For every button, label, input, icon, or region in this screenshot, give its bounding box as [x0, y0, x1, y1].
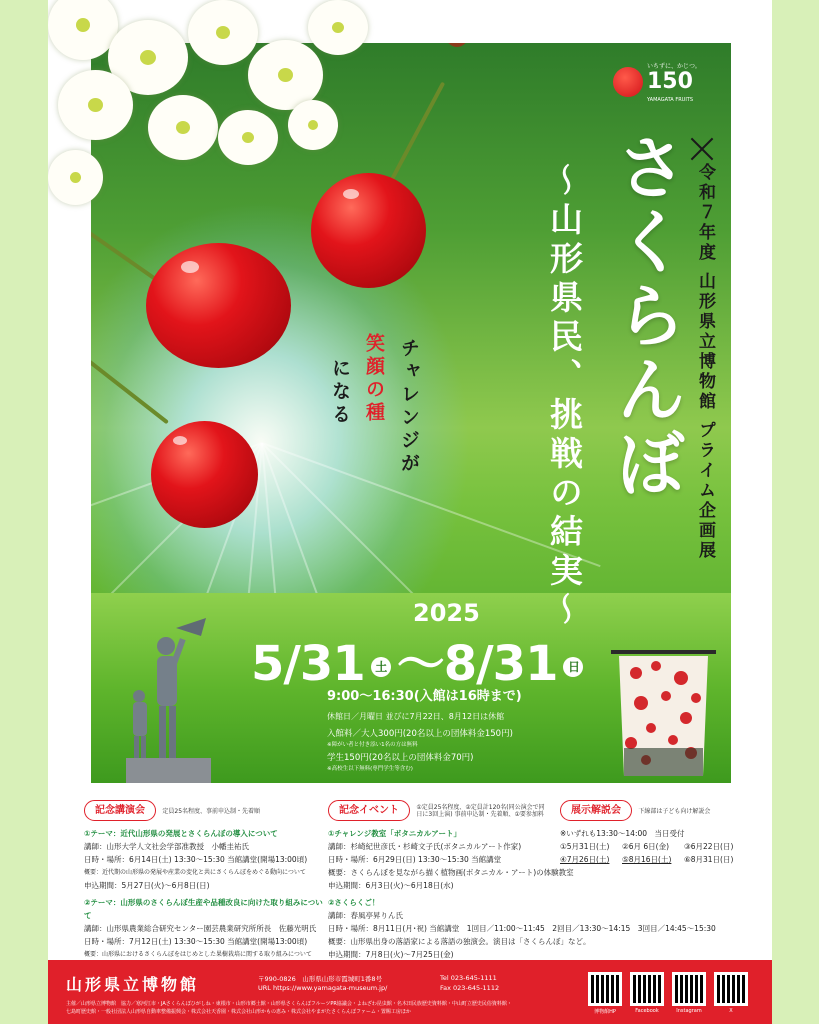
lecture-1-line: 申込期間：5月27日(火)～6月8日(日) — [84, 881, 210, 890]
exhibition-dates — [251, 625, 589, 694]
start-dow: 土 — [371, 657, 391, 677]
event-1-line: 講師：杉崎紀世彦氏・杉崎文子氏(ボタニカルアート作家) — [328, 842, 522, 851]
events-tag: 記念イベント — [328, 800, 410, 821]
cherry — [151, 421, 258, 528]
event-2-title: ②さくらくご！ — [328, 898, 380, 907]
event-2-line: 日時・場所：8月11日(月･祝) 当館講堂 1回目／11:00～11:45 2回目／13:30～14:15 3回目／14:45～15:30 — [328, 924, 716, 933]
catchcopy-line2: 笑顔の種 — [363, 333, 385, 425]
lecture-1-line: 概要：近代期の山形県の発展や産業の変化と共にさくらんぼをめぐる動向について — [84, 869, 306, 876]
qr-code-hp[interactable] — [588, 972, 622, 1006]
lecture-1-line: 講師：山形大学人文社会学部准教授 小幡圭祐氏 — [84, 842, 249, 851]
qr-label: Instagram — [676, 1008, 702, 1014]
cherry-stem — [91, 218, 162, 284]
lecture-2-line: 日時・場所：7月12日(土) 13:30～15:30 当館講堂(開場13:00頃) — [84, 937, 308, 946]
logo-caption: YAMAGATA FRUITS — [647, 97, 694, 103]
logo-tagline: いちずに、かじつ。 — [647, 63, 701, 70]
footer-tel: Tel 023-645-1111 — [440, 974, 497, 982]
logo-cherry-icon — [613, 67, 643, 97]
poster — [48, 0, 772, 1024]
fee-note1: ※障がい者と付き添い1名の方は無料 — [327, 742, 418, 748]
date-separator: ～ — [396, 636, 444, 692]
event-1-line: 概要：さくらんぼを見ながら描く植物画(ボタニカル・アート)の体験教室 — [328, 868, 574, 877]
event-2-line: 申込期間：7月8日(火)～7月25日(金) — [328, 950, 454, 959]
kimono-image — [611, 648, 716, 778]
start-date: 5/31 — [251, 636, 365, 692]
event-1-line: 日時・場所：6月29日(日) 13:30～15:30 当館講堂 — [328, 855, 502, 864]
event-1-title: ①チャレンジ教室「ボタニカルアート」 — [328, 829, 462, 838]
opening-hours: 9:00～16:30(入館は16時まで) — [327, 689, 522, 704]
tour-date: ③6月22日(日) — [684, 842, 734, 851]
tours-section — [560, 800, 760, 866]
event-1-line: 申込期間：6月3日(火)～6月18日(水) — [328, 881, 454, 890]
cherry-shine — [343, 189, 359, 199]
sponsor-line: 七島町歴史館・一般社団法人山形県自動車整備振興会・株式会社天香園・株式会社山形かもの恵み・株式会社やまがたさくらんぼファーム・置賜工房ほか — [66, 1009, 411, 1015]
event-2-line: 講師：春風亭昇りん氏 — [328, 911, 403, 920]
lectures-section — [84, 800, 324, 974]
qr-code-x[interactable] — [714, 972, 748, 1006]
closed-days: 休館日／月曜日 並びに7月22日、8月12日は休館 — [327, 712, 505, 721]
cherry-stem — [91, 353, 169, 424]
fee-adult: 入館料／大人300円(20名以上の団体料金150円) — [327, 729, 513, 739]
subtitle: ～山形県民、挑戦の結実～ — [545, 163, 584, 631]
tours-tag: 展示解説会 — [560, 800, 632, 821]
qr-label: 博物館HP — [594, 1009, 616, 1015]
event-2-line: 概要：山形県出身の落語家による落語の独演会。演目は「さくらんぼ」など。 — [328, 937, 591, 946]
sponsors — [66, 1000, 566, 1016]
cherry-shine — [173, 436, 187, 445]
end-dow: 日 — [563, 657, 583, 677]
footer-url[interactable]: URL https://www.yamagata-museum.jp/ — [258, 984, 388, 992]
cherry — [311, 173, 426, 288]
footer-fax: Fax 023-645-1112 — [440, 984, 500, 992]
fee-student: 学生150円(20名以上の団体料金70円) — [327, 753, 474, 763]
catchcopy-line1: チャレンジが — [398, 338, 420, 476]
yamagata-fruits-150-logo — [613, 61, 709, 107]
tour-date: ⑤8月16日(土) — [622, 855, 672, 864]
tour-date: ④7月26日(土) — [560, 855, 610, 864]
end-date: 8/31 — [443, 636, 558, 692]
museum-name: 山形県立博物館 — [66, 975, 200, 994]
tour-date: ①5月31日(土) — [560, 842, 610, 851]
cross-mark-icon — [691, 138, 713, 160]
exhibition-year: 2025 — [413, 599, 480, 627]
lectures-note: 定員25名程度、事前申込制・先着順 — [162, 808, 261, 815]
tour-date: ②6月 6日(金) — [622, 842, 670, 851]
lecture-2-line: 概要：山形県におけるさくらんぼをはじめとした果樹栽培に関する取り組みについて — [84, 951, 312, 958]
lectures-tag: 記念講演会 — [84, 800, 156, 821]
fee-note2: ※高校生以下無料(専門学生等含む) — [327, 766, 413, 772]
lecture-2-line: 講師：山形県農業総合研究センター園芸農業研究所所長 佐藤光明氏 — [84, 924, 317, 933]
cherry — [146, 243, 291, 368]
sponsor-line: 主催／山形県立博物館 協力／寒河江市・JAさくらんぼひがしね・東根市・山形市郷土館・山形県さくらんぼフルーツPR協議会・よねざわ昆虫館・名木田民族歴史資料館・中山町立歴史民俗資料館・ — [66, 1001, 512, 1007]
cherry-shine — [181, 261, 199, 273]
qr-label: Facebook — [635, 1008, 659, 1014]
cherry-stem-tip — [446, 43, 468, 47]
qr-code-facebook[interactable] — [630, 972, 664, 1006]
main-title: さくらんぼ — [605, 131, 687, 501]
tours-intro: ※いずれも13:30～14:00 当日受付 — [560, 829, 685, 838]
lecture-1-line: 日時・場所：6月14日(土) 13:30～15:30 当館講堂(開場13:00頃) — [84, 855, 308, 864]
organizer-title: 令和７年度 山形県立博物館 プライム企画展 — [695, 163, 715, 561]
statue-image — [121, 618, 216, 783]
lecture-2-title: ②テーマ：山形県のさくらんぼ生産や品種改良に向けた取り組みについて — [84, 898, 323, 920]
footer-address: 〒990-0826 山形県山形市霞城町1番8号 — [258, 975, 383, 983]
events-note: ①定員25名程度、②定員計120名(同公演会で同日に3回上演) 事前申込制・先着順、①要参加料 — [416, 804, 545, 818]
tour-date: ⑥8月31日(日) — [684, 855, 734, 864]
tours-note: 下線部は子ども向け解説会 — [638, 808, 711, 815]
catchcopy-line3: になる — [329, 358, 351, 427]
qr-label: X — [729, 1008, 733, 1014]
qr-code-instagram[interactable] — [672, 972, 706, 1006]
logo-number: 150 — [647, 69, 693, 94]
lecture-1-title: ①テーマ：近代山形県の発展とさくらんぼの導入について — [84, 829, 278, 838]
